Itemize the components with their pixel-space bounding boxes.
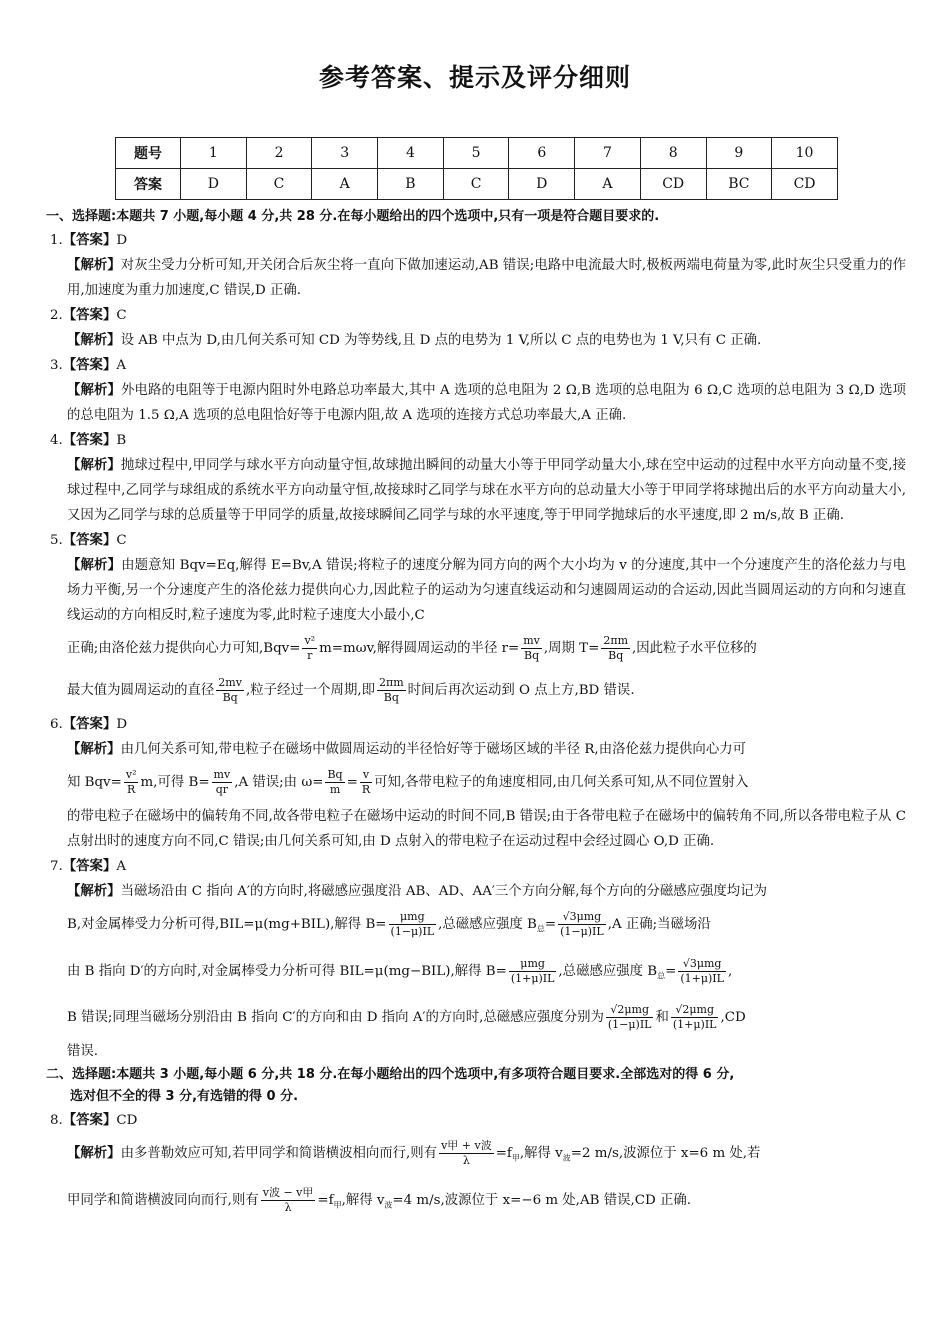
sub-bo: 波 [384, 1200, 393, 1210]
formula-mv-over-bq [521, 634, 542, 663]
q7-text-4c: ,CD [720, 1010, 746, 1026]
sub-bo: 波 [562, 1154, 571, 1164]
cell-number: 3 [312, 138, 378, 169]
q5-line-3 [67, 670, 906, 712]
q2-analysis [67, 328, 906, 353]
frac-num: v [360, 768, 372, 783]
q6-text-3: 的带电粒子在磁场中的偏转角不同,故各带电粒子在磁场中运动的时间不同,B 错误;由于各带电粒子在磁场中的偏转角不同,所以各带电粒子从 C 点射出时的速度方向不同,C 错误;由几何关系可知,由 D 点射入的带电粒子在运动过程中会经过圆心 O,D 正确. [67, 809, 906, 849]
q7-text-4b: 和 [655, 1010, 669, 1026]
q6-analysis [67, 737, 906, 854]
q7-text-3a: 由 B 指向 D′的方向时,对金属棒受力分析可得 BIL=μ(mg−BIL),解得 B= [67, 963, 507, 979]
formula-v-over-R [360, 768, 372, 797]
formula-sqrt3-over-1plus [678, 957, 726, 986]
cell-number: 7 [575, 138, 641, 169]
analysis-tag: 【解析】 [67, 742, 121, 757]
q4-answer [50, 428, 906, 453]
cell-number: 2 [246, 138, 312, 169]
q5-text-3b: ,粒子经过一个周期,即 [245, 683, 375, 698]
formula-bq-over-m [325, 768, 344, 797]
sub-jia: 甲 [511, 1154, 520, 1164]
frac-den: (1+μ)IL [680, 971, 724, 985]
q8-text-2c: ,解得 v [341, 1193, 385, 1209]
cell-answer: A [312, 169, 378, 200]
q6-answer-value: D [116, 717, 128, 732]
frac-num: μmg [509, 957, 557, 972]
cell-number: 1 [181, 138, 247, 169]
q6-text-2d: = [346, 775, 358, 790]
cell-answer: C [443, 169, 509, 200]
q6-line-2 [67, 762, 906, 804]
section-2-header-line-2: 选对但不全的得 3 分,有选错的得 0 分. [70, 1089, 299, 1105]
q6-num: 6. [50, 717, 63, 732]
answer-tag: 【答案】 [62, 717, 117, 732]
analysis-tag: 【解析】 [67, 458, 121, 473]
frac-num: Bq [327, 768, 343, 781]
formula-sqrt2-over-1plus [671, 1003, 719, 1032]
frac-num: √2μmg [606, 1003, 654, 1018]
sub-jia: 甲 [333, 1200, 342, 1210]
q4-analysis [67, 453, 906, 528]
formula-mumg-over-1minus [389, 910, 437, 939]
q4-analysis-text: 抛球过程中,甲同学与球水平方向动量守恒,故球抛出瞬间的动量大小等于甲同学动量大小,球在空中运动的过程中水平方向动量不变,接球过程中,乙同学与球组成的系统水平方向动量守恒,故接球时乙同学与球在水平方向的总动量大小等于甲同学将球抛出后的水平方向动量大小,又因为乙同学与球的总质量等于甲同学的质量,故接球瞬间乙同学与球的水平速度,等于甲同学抛球后的水平速度,即 2 m/s,故 B 正确. [67, 458, 906, 523]
q7-line-4 [67, 997, 906, 1039]
q8-answer [50, 1108, 906, 1133]
frac-num: √3μmg [558, 910, 606, 925]
q8-text-1d: =2 m/s,波源位于 x=6 m 处,若 [570, 1146, 761, 1162]
frac-den: Bq [608, 649, 624, 662]
q2-num: 2. [50, 308, 63, 323]
cell-number: 10 [772, 138, 838, 169]
frac-den: Bq [383, 691, 399, 704]
frac-den: Bq [222, 691, 238, 704]
q7-answer [50, 854, 906, 879]
cell-number: 6 [509, 138, 575, 169]
sub-total: 总 [536, 924, 545, 934]
q2-analysis-text: 设 AB 中点为 D,由几何关系可知 CD 为等势线,且 D 点的电势为 1 V,所以 C 点的电势也为 1 V,只有 C 正确. [120, 333, 762, 348]
formula-v2-over-R [124, 768, 139, 797]
q8-line-1 [67, 1133, 906, 1180]
answer-tag: 【答案】 [62, 1113, 117, 1129]
frac-num: v² [125, 768, 137, 781]
formula-sqrt3-over-1minus [558, 910, 606, 939]
q5-analysis [67, 553, 906, 712]
q6-text-1: 由几何关系可知,带电粒子在磁场中做圆周运动的半径恰好等于磁场区域的半径 R,由洛伦兹力提供向心力可 [120, 742, 746, 757]
frac-den: qr [215, 783, 229, 796]
cell-answer: D [509, 169, 575, 200]
answer-tag: 【答案】 [62, 433, 117, 448]
q8-text-2b: =f [317, 1193, 334, 1209]
frac-den: (1−μ)IL [390, 925, 435, 938]
frac-den: m [329, 783, 341, 796]
frac-den: r [307, 649, 313, 662]
q6-text-2b: m,可得 B= [140, 775, 210, 790]
q8-answer-value: CD [116, 1113, 138, 1129]
q8-text-2d: =4 m/s,波源位于 x=−6 m 处,AB 错误,CD 正确. [392, 1193, 692, 1209]
formula-2pim-over-bq [377, 676, 406, 705]
q3-analysis-text: 外电路的电阻等于电源内阻时外电路总功率最大,其中 A 选项的总电阻为 2 Ω,B 选项的总电阻为 6 Ω,C 选项的总电阻为 3 Ω,D 选项的总电阻为 1.5 Ω,A 选项的总电阻恰好等于电源内阻,故 A 选项的连接方式总功率最大,A 正确. [67, 383, 907, 423]
q7-text-2b: ,总磁感应强度 B [438, 917, 537, 932]
frac-num: 2πm [378, 676, 404, 689]
q3-answer [50, 353, 906, 378]
cell-answer: BC [706, 169, 772, 200]
q4-num: 4. [50, 433, 63, 448]
cell-number: 4 [378, 138, 444, 169]
frac-den: (1+μ)IL [510, 971, 555, 985]
page-title: 参考答案、提示及评分细则 [318, 63, 631, 92]
q7-text-1: 当磁场沿由 C 指向 A′的方向时,将磁感应强度沿 AB、AD、AA′三个方向分解,每个方向的分磁感应强度均记为 [120, 884, 767, 899]
analysis-tag: 【解析】 [67, 333, 121, 348]
q7-text-2a: B,对金属棒受力分析可得,BIL=μ(mg+BIL),解得 B= [67, 917, 387, 932]
q7-text-3d: , [727, 963, 733, 979]
table-row-numbers [116, 138, 838, 169]
q7-line-2 [67, 904, 906, 951]
frac-num: v甲 + v波 [441, 1139, 492, 1153]
q3-num: 3. [50, 358, 63, 373]
cell-answer: CD [772, 169, 838, 200]
frac-num: μmg [389, 910, 437, 925]
frac-den: λ [462, 1154, 470, 1168]
answer-table [115, 137, 838, 200]
q5-text-1: 由题意知 Bqv=Eq,解得 E=Bv,A 错误;将粒子的速度分解为同方向的两个大小均为 v 的分速度,其中一个分速度产生的洛伦兹力与电场力平衡,另一个分速度产生的洛伦兹力提供向心力,因此粒子的运动为匀速直线运动和匀速圆周运动的合运动,因此当圆周运动的方向和匀速直线运动的方向相反时,粒子速度为零,此时粒子速度大小最小,C [67, 558, 906, 623]
q8-text-1a: 由多普勒效应可知,若甲同学和简谐横波相向而行,则有 [120, 1146, 438, 1162]
q5-text-2a: 正确;由洛伦兹力提供向心力可知,Bqv= [67, 641, 301, 656]
formula-sqrt2-over-1minus [606, 1003, 654, 1032]
analysis-tag: 【解析】 [67, 258, 121, 273]
q8-num: 8. [50, 1113, 63, 1129]
q5-num: 5. [50, 533, 63, 548]
formula-2mv-over-bq [216, 676, 244, 705]
frac-num: mv [213, 768, 231, 781]
q6-text-2a: 知 Bqv= [67, 775, 122, 790]
analysis-tag: 【解析】 [67, 558, 122, 573]
q5-line-2 [67, 628, 906, 670]
q5-text-2b: m=mωv,解得圆周运动的半径 r= [319, 641, 520, 656]
analysis-tag: 【解析】 [67, 1146, 121, 1162]
q7-text-4a: B 错误;同理当磁场分别沿由 B 指向 C′的方向和由 D 指向 A′的方向时,总磁感应强度分别为 [67, 1010, 604, 1026]
q1-num: 1. [50, 233, 63, 248]
q8-text-1c: ,解得 v [519, 1146, 563, 1162]
frac-num: 2πm [603, 634, 629, 647]
frac-num: v² [304, 634, 316, 647]
cell-number: 8 [640, 138, 706, 169]
frac-den: λ [284, 1201, 292, 1215]
q5-text-3c: 时间后再次运动到 O 点上方,BD 错误. [407, 683, 635, 698]
q5-answer-value: C [116, 533, 127, 548]
cell-answer: A [575, 169, 641, 200]
frac-num: mv [523, 634, 540, 647]
answer-tag: 【答案】 [62, 533, 117, 548]
q6-answer [50, 712, 906, 737]
q1-answer [50, 228, 906, 253]
formula-mumg-over-1plus [509, 957, 557, 986]
formula-doppler-toward [439, 1139, 494, 1168]
section-2-header [46, 1064, 906, 1108]
q5-text-3a: 最大值为圆周运动的直径 [67, 683, 215, 698]
q2-answer-value: C [116, 308, 127, 323]
q6-text-2c: ,A 错误;由 ω= [234, 775, 324, 790]
formula-doppler-same [261, 1186, 316, 1215]
cell-answer: B [378, 169, 444, 200]
section-1-header: 一、选择题:本题共 7 小题,每小题 4 分,共 28 分.在每小题给出的四个选项中,只有一项是符合题目要求的. [46, 209, 660, 224]
analysis-tag: 【解析】 [67, 383, 121, 398]
frac-num: v波 − v甲 [262, 1186, 314, 1200]
formula-mv-over-qr [212, 768, 233, 797]
q6-text-2e: 可知,各带电粒子的角速度相同,由几何关系可知,从不同位置射入 [374, 775, 749, 790]
frac-den: R [361, 783, 371, 796]
cell-answer: D [181, 169, 247, 200]
q8-text-2a: 甲同学和简谐横波同向而行,则有 [67, 1193, 259, 1209]
q7-answer-value: A [116, 859, 127, 874]
analysis-tag: 【解析】 [67, 884, 121, 899]
formula-2pim-over-bq [601, 634, 630, 663]
q8-text-1b: =f [495, 1146, 512, 1162]
q4-answer-value: B [116, 433, 127, 448]
q3-analysis [67, 378, 906, 428]
frac-den: (1+μ)IL [672, 1018, 717, 1032]
cell-number: 9 [706, 138, 772, 169]
frac-num: √3μmg [678, 957, 726, 972]
frac-den: Bq [524, 649, 540, 662]
formula-v2-over-r [302, 634, 317, 663]
q7-text-2c: = [544, 917, 557, 932]
row-header-answers: 答案 [116, 169, 181, 200]
row-header-numbers: 题号 [116, 138, 181, 169]
q7-text-2d: ,A 正确;当磁场沿 [607, 917, 711, 932]
answer-tag: 【答案】 [62, 358, 117, 373]
q8-analysis [67, 1133, 906, 1226]
cell-answer: CD [640, 169, 706, 200]
answer-tag: 【答案】 [62, 233, 117, 248]
q7-text-3b: ,总磁感应强度 B [558, 963, 658, 979]
q2-answer [50, 303, 906, 328]
q1-answer-value: D [116, 233, 128, 248]
frac-num: √2μmg [671, 1003, 719, 1018]
q7-text-3c: = [665, 963, 677, 979]
frac-den: R [127, 783, 136, 796]
q7-analysis [67, 879, 906, 1064]
q5-answer [50, 528, 906, 553]
section-2-header-line-1: 二、选择题:本题共 3 小题,每小题 6 分,共 18 分.在每小题给出的四个选项中,有多项符合题目要求.全部选对的得 6 分, [46, 1067, 735, 1083]
q5-text-2c: ,周期 T= [543, 641, 600, 656]
q7-text-5: 错误. [67, 1044, 99, 1060]
q7-num: 7. [50, 859, 63, 874]
answer-tag: 【答案】 [62, 859, 117, 874]
content [36, 206, 906, 1227]
q1-analysis [67, 253, 906, 303]
table-row-answers [116, 169, 838, 200]
frac-den: (1−μ)IL [607, 1018, 652, 1032]
cell-answer: C [246, 169, 312, 200]
answer-tag: 【答案】 [62, 308, 117, 323]
q3-answer-value: A [116, 358, 127, 373]
sub-total: 总 [657, 971, 666, 981]
q8-line-2 [67, 1180, 906, 1227]
frac-num: 2mv [218, 676, 242, 689]
q5-text-2d: ,因此粒子水平位移的 [632, 641, 757, 656]
frac-den: (1−μ)IL [560, 925, 604, 938]
cell-number: 5 [443, 138, 509, 169]
q7-line-3 [67, 951, 906, 998]
q1-analysis-text: 对灰尘受力分析可知,开关闭合后灰尘将一直向下做加速运动,AB 错误;电路中电流最大时,极板两端电荷量为零,此时灰尘只受重力的作用,加速度为重力加速度,C 错误,D 正确. [67, 258, 906, 298]
